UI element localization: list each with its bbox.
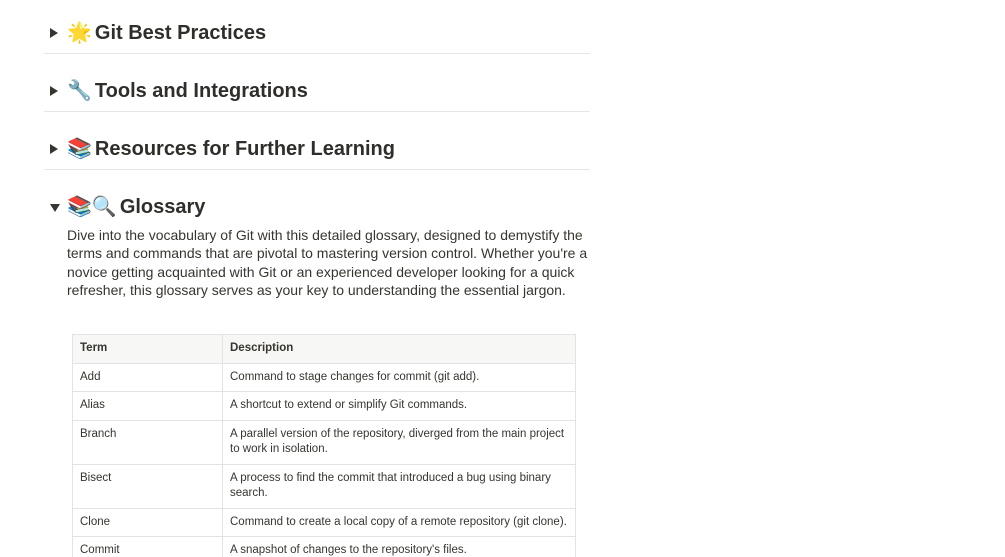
- description-cell: Command to create a local copy of a remote repository (git clone).: [223, 508, 576, 537]
- term-cell: Alias: [73, 392, 223, 421]
- toggle-git-best-practices[interactable]: [44, 16, 590, 56]
- section-title: Glossary: [119, 196, 206, 218]
- expanded-arrow-icon[interactable]: [50, 204, 60, 212]
- table-row: [73, 363, 576, 392]
- toggle-header[interactable]: [44, 74, 590, 114]
- wrench-emoji-icon: 🔧: [67, 78, 92, 102]
- toggle-tools-and-integrations[interactable]: [44, 74, 590, 114]
- term-cell: Commit: [73, 537, 223, 557]
- divider: [44, 111, 590, 112]
- section-heading: [67, 132, 395, 165]
- description-cell: A shortcut to extend or simplify Git commands.: [223, 392, 576, 421]
- description-cell: Command to stage changes for commit (git add).: [223, 363, 576, 392]
- description-cell: A parallel version of the repository, diverged from the main project to work in isolation.: [223, 420, 576, 464]
- books-emoji-icon: 📚: [67, 136, 92, 160]
- star-emoji-icon: 🌟: [67, 20, 92, 44]
- term-cell: Clone: [73, 508, 223, 537]
- toggle-header[interactable]: [44, 190, 590, 230]
- section-heading: [67, 190, 205, 223]
- section-heading: [67, 16, 266, 49]
- glossary-table: [72, 334, 576, 557]
- table-row: [73, 537, 576, 557]
- toggle-resources-for-further-learning[interactable]: [44, 132, 590, 172]
- collapsed-arrow-icon[interactable]: [50, 86, 58, 96]
- toggle-glossary[interactable]: [44, 190, 590, 230]
- description-cell: A snapshot of changes to the repository's files.: [223, 537, 576, 557]
- term-cell: Add: [73, 363, 223, 392]
- toggle-header[interactable]: [44, 16, 590, 56]
- glossary-intro-paragraph: Dive into the vocabulary of Git with this detailed glossary, designed to demystify the terms and commands that are pivotal to mastering version control. Whether you're a novice getting acquainted with Git or an experienced developer looking for a quick refresher, this glossary serves as your key to understanding the essential jargon.: [67, 227, 588, 299]
- table-row: [73, 392, 576, 421]
- section-title: Resources for Further Learning: [94, 138, 395, 160]
- table-row: [73, 508, 576, 537]
- description-cell: A process to find the commit that introduced a bug using binary search.: [223, 464, 576, 508]
- section-heading: [67, 74, 308, 107]
- toggle-header[interactable]: [44, 132, 590, 172]
- column-header-description: Description: [223, 335, 576, 364]
- collapsed-arrow-icon[interactable]: [50, 28, 58, 38]
- divider: [44, 169, 590, 170]
- table-row: [73, 420, 576, 464]
- term-cell: Bisect: [73, 464, 223, 508]
- table-header-row: [73, 335, 576, 364]
- section-title: Git Best Practices: [94, 22, 267, 44]
- collapsed-arrow-icon[interactable]: [50, 144, 58, 154]
- books-magnifier-emoji-icon: 📚🔍: [67, 194, 117, 218]
- column-header-term: Term: [73, 335, 223, 364]
- divider: [44, 53, 590, 54]
- table-row: [73, 464, 576, 508]
- term-cell: Branch: [73, 420, 223, 464]
- section-title: Tools and Integrations: [94, 80, 308, 102]
